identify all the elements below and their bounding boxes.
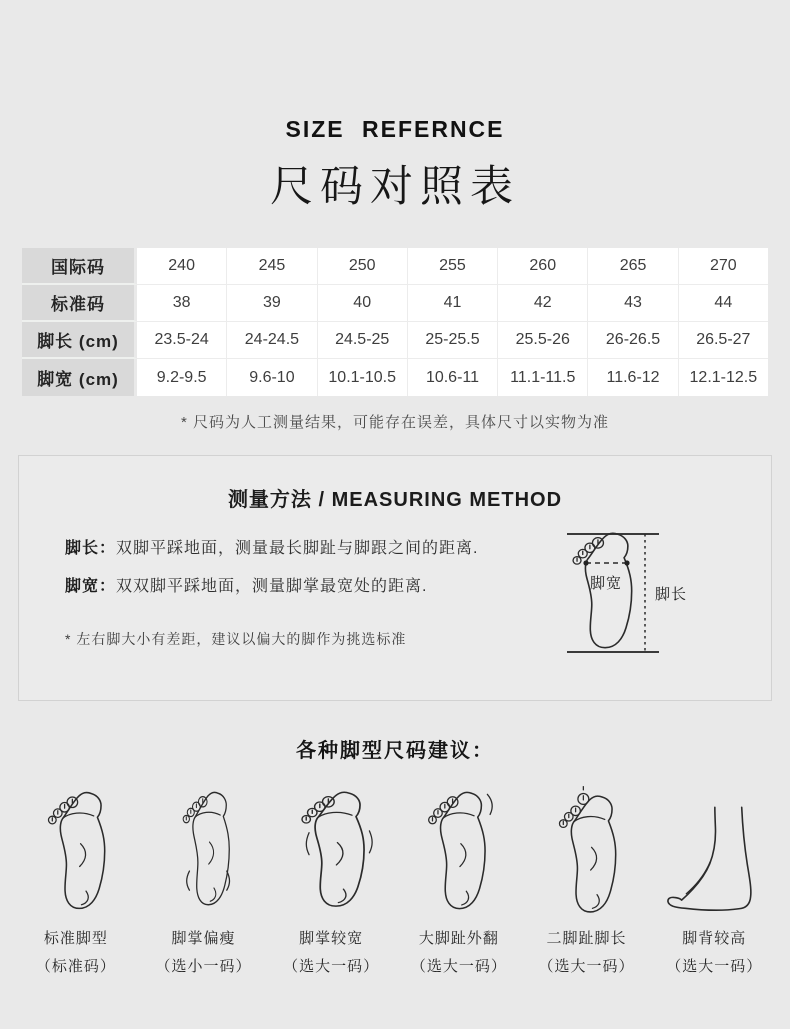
- table-cell: 25-25.5: [407, 322, 497, 359]
- foot-type-advice: （标准码）: [35, 958, 116, 975]
- foot-measurement-diagram-icon: [547, 520, 737, 666]
- foot-type-name: 大脚趾外翻: [418, 930, 499, 947]
- table-cell: 10.1-10.5: [317, 359, 407, 396]
- row-header-cell: 脚宽 (cm): [22, 359, 137, 396]
- table-cell: 255: [407, 248, 497, 285]
- foot-type-item: [395, 782, 523, 976]
- foot-measurement-diagram: [547, 520, 737, 671]
- foot-type-name: 脚掌较宽: [299, 930, 364, 947]
- table-cell: 42: [497, 285, 587, 322]
- foot-type-advice: （选大一码）: [283, 958, 380, 975]
- foot-type-advice: （选大一码）: [666, 958, 763, 975]
- foot-narrow-illustration: [163, 782, 245, 915]
- row-header-cell: 脚长 (cm): [22, 322, 137, 359]
- table-row: [22, 322, 768, 359]
- size-table-disclaimer: * 尺码为人工测量结果，可能存在误差，具体尺寸以实物为准: [180, 414, 609, 431]
- diagram-width-label: 脚宽: [589, 575, 623, 592]
- foot-length-instruction: [65, 535, 478, 558]
- foot-long-second-toe-icon: [546, 785, 628, 915]
- measuring-note: * 左右脚大小有差距，建议以偏大的脚作为挑选标准: [65, 631, 407, 647]
- table-cell: 23.5-24: [137, 322, 226, 359]
- table-cell: 260: [497, 248, 587, 285]
- table-cell: 245: [226, 248, 316, 285]
- table-row: [22, 359, 768, 396]
- row-values: [137, 322, 768, 359]
- foot-long-second-toe-illustration: [546, 782, 628, 915]
- diagram-length-label: 脚长: [655, 586, 688, 603]
- foot-wide-illustration: [283, 782, 379, 915]
- foot-types-row: [12, 782, 778, 976]
- table-row: [22, 285, 768, 322]
- foot-type-item: [523, 782, 651, 976]
- foot-type-name: 脚掌偏瘦: [171, 930, 236, 947]
- row-values: [137, 285, 768, 322]
- table-cell: 24-24.5: [226, 322, 316, 359]
- row-values: [137, 359, 768, 396]
- foot-type-item: [140, 782, 268, 976]
- foot-width-text: 双双脚平踩地面，测量脚掌最宽处的距离.: [116, 578, 428, 595]
- foot-type-advice: （选小一码）: [155, 958, 252, 975]
- table-cell: 43: [587, 285, 677, 322]
- table-cell: 270: [678, 248, 768, 285]
- foot-type-advice: （选大一码）: [538, 958, 635, 975]
- foot-type-item: [267, 782, 395, 976]
- table-cell: 40: [317, 285, 407, 322]
- table-cell: 9.2-9.5: [156, 368, 207, 386]
- row-header-cell: 标准码: [22, 285, 137, 322]
- foot-type-item: [12, 782, 140, 976]
- foot-width-label: 脚宽：: [65, 578, 117, 595]
- foot-high-instep-illustration: [660, 782, 768, 915]
- table-cell: 39: [226, 285, 316, 322]
- row-header-cell: 国际码: [22, 248, 137, 285]
- table-cell: 12.1-12.5: [678, 359, 768, 396]
- foot-high-instep-icon: [660, 802, 768, 915]
- size-table: [22, 248, 768, 396]
- table-cell: 250: [317, 248, 407, 285]
- foot-wide-icon: [283, 787, 379, 915]
- foot-narrow-icon: [163, 787, 245, 915]
- foot-bunion-illustration: [415, 782, 503, 915]
- table-cell: 24.5-25: [317, 322, 407, 359]
- foot-length-text: 双脚平踩地面，测量最长脚趾与脚跟之间的距离.: [116, 540, 479, 557]
- measuring-method-title: 测量方法 / MEASURING METHOD: [227, 489, 563, 511]
- table-cell: 25.5-26: [497, 322, 587, 359]
- foot-standard-illustration: [35, 782, 117, 915]
- page-title-en: SIZE REFERNCE: [285, 116, 505, 142]
- row-values: [137, 248, 768, 285]
- table-cell: 11.6-12: [587, 359, 677, 396]
- table-row: [22, 248, 768, 285]
- page-title-zh: 尺码对照表: [270, 163, 520, 211]
- foot-type-name: 二脚趾脚长: [546, 930, 627, 947]
- table-cell: 265: [587, 248, 677, 285]
- table-cell: 26.5-27: [678, 322, 768, 359]
- measuring-method-panel: [18, 455, 772, 701]
- foot-length-label: 脚长：: [65, 540, 117, 557]
- foot-type-item: [650, 782, 778, 976]
- foot-type-advice: （选大一码）: [410, 958, 507, 975]
- table-cell: 26-26.5: [587, 322, 677, 359]
- foot-type-name: 标准脚型: [43, 930, 108, 947]
- table-cell: 240: [137, 248, 226, 285]
- foot-standard-icon: [35, 787, 117, 915]
- table-cell: 41: [407, 285, 497, 322]
- table-cell: 10.6-11: [407, 359, 497, 396]
- table-cell: 9.6-10: [226, 359, 316, 396]
- table-cell: 44: [678, 285, 768, 322]
- foot-types-title: 各种脚型尺码建议：: [296, 740, 494, 762]
- foot-type-name: 脚背较高: [682, 930, 747, 947]
- table-cell: 38: [137, 285, 226, 322]
- foot-width-instruction: [65, 573, 427, 596]
- table-cell: 11.1-11.5: [497, 359, 587, 396]
- foot-bunion-icon: [415, 787, 503, 915]
